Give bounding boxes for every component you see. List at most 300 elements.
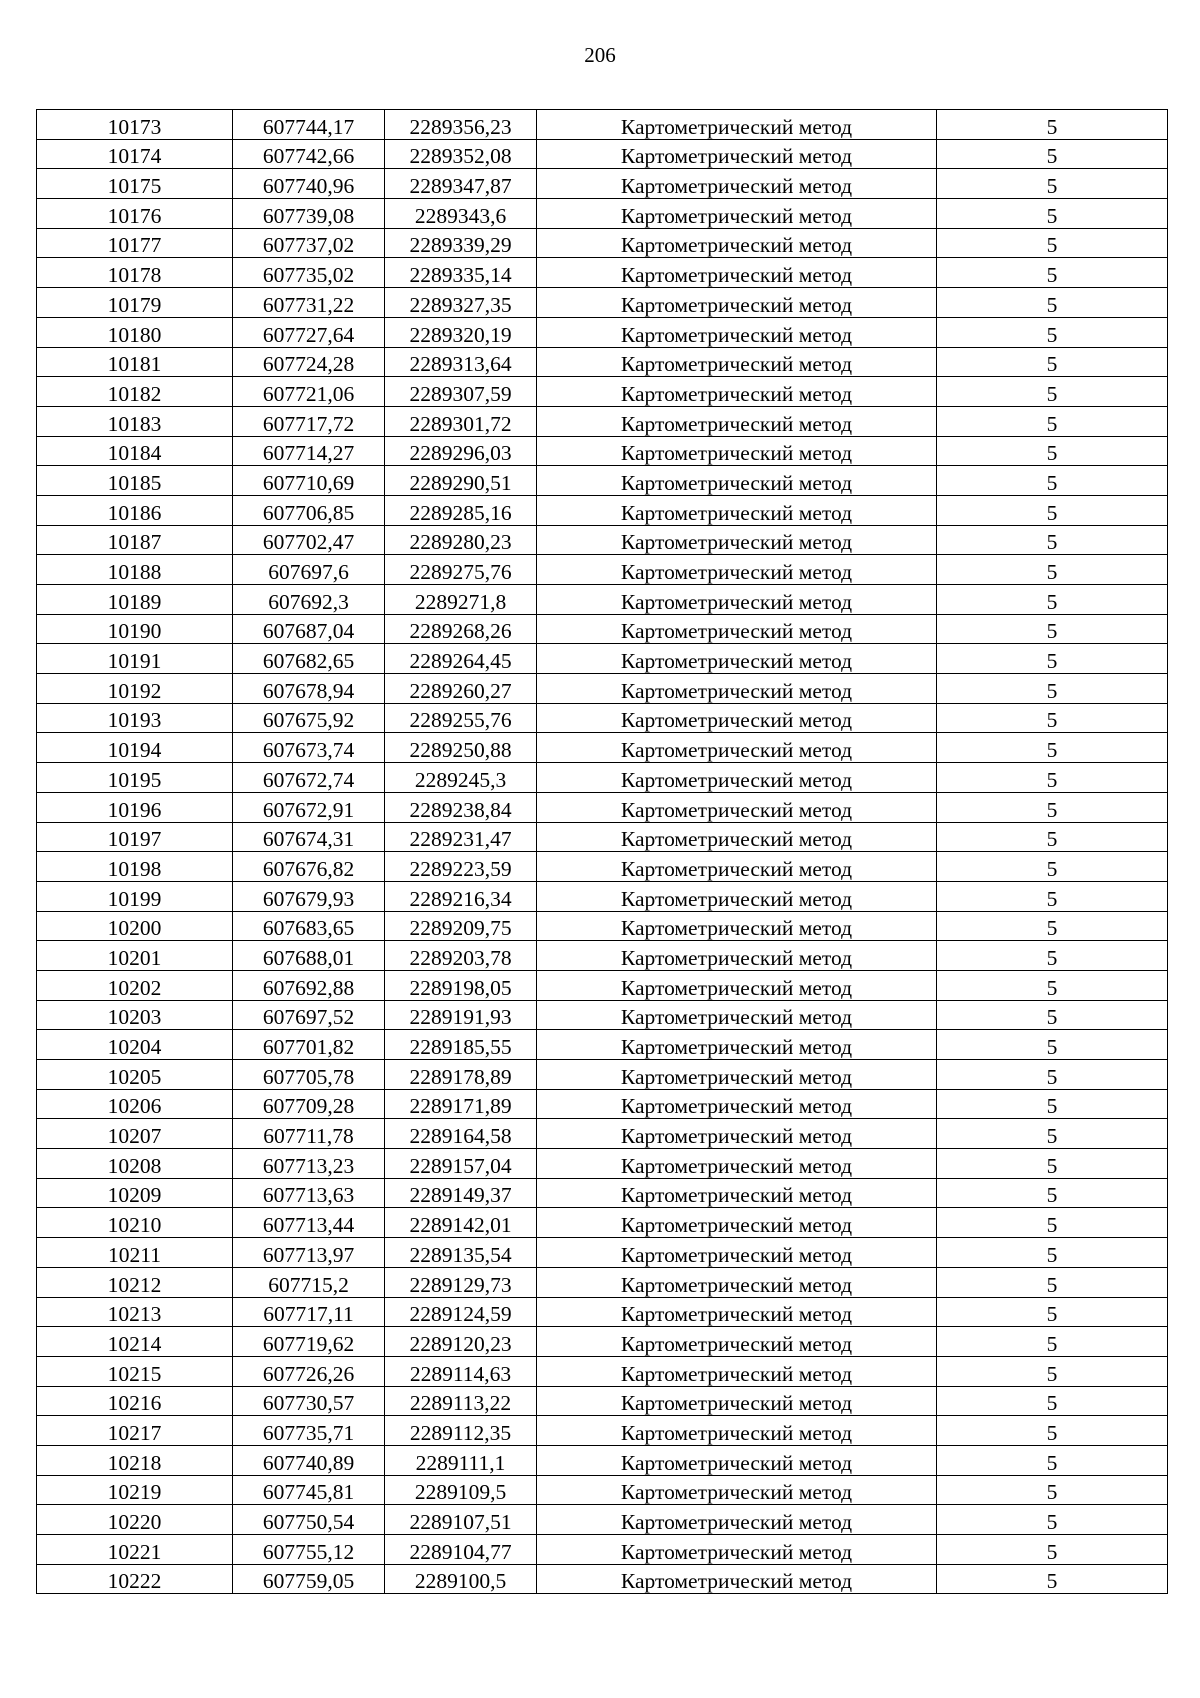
cell-text: 2289198,05: [409, 975, 512, 1000]
method-cell: [537, 1505, 937, 1535]
method-cell: [537, 1416, 937, 1446]
point-number-cell: [37, 703, 233, 733]
cell-text: 2289320,19: [409, 322, 512, 347]
table-row: [37, 1238, 1168, 1268]
method-cell: [537, 347, 937, 377]
cell-text: 2289264,45: [409, 649, 512, 674]
x-coordinate-cell: [233, 970, 385, 1000]
cell-text: Картометрический метод: [620, 738, 853, 763]
accuracy-cell: [937, 258, 1168, 288]
point-number-cell: [37, 1535, 233, 1565]
cell-text: 10187: [107, 530, 162, 555]
cell-text: 607706,85: [262, 500, 355, 525]
cell-text: Картометрический метод: [620, 767, 853, 792]
y-coordinate-cell: [385, 406, 537, 436]
accuracy-cell: [937, 1000, 1168, 1030]
point-number-cell: [37, 1416, 233, 1446]
table-row: [37, 1327, 1168, 1357]
method-cell: [537, 614, 937, 644]
cell-text: 607688,01: [262, 945, 355, 970]
point-number-cell: [37, 1267, 233, 1297]
y-coordinate-cell: [385, 1149, 537, 1179]
cell-text: 2289356,23: [409, 114, 512, 139]
method-cell: [537, 555, 937, 585]
y-coordinate-cell: [385, 495, 537, 525]
cell-text: 607742,66: [262, 144, 355, 169]
table-row: [37, 970, 1168, 1000]
table-row: [37, 792, 1168, 822]
cell-text: 607735,02: [262, 263, 355, 288]
method-cell: [537, 1445, 937, 1475]
cell-text: 2289260,27: [409, 678, 512, 703]
cell-text: 5: [1046, 649, 1058, 674]
accuracy-cell: [937, 525, 1168, 555]
method-cell: [537, 703, 937, 733]
cell-text: 2289268,26: [409, 619, 512, 644]
cell-text: 10188: [107, 560, 162, 584]
y-coordinate-cell: [385, 317, 537, 347]
method-cell: [537, 970, 937, 1000]
table-row: [37, 1178, 1168, 1208]
cell-text: 2289335,14: [409, 263, 512, 288]
x-coordinate-cell: [233, 495, 385, 525]
table-row: [37, 1030, 1168, 1060]
table-row: [37, 822, 1168, 852]
cell-text: Картометрический метод: [620, 560, 853, 584]
cell-text: Картометрический метод: [620, 678, 853, 703]
x-coordinate-cell: [233, 199, 385, 229]
cell-text: Картометрический метод: [620, 1420, 853, 1445]
x-coordinate-cell: [233, 1030, 385, 1060]
y-coordinate-cell: [385, 466, 537, 496]
cell-text: 10177: [107, 233, 162, 258]
method-cell: [537, 1475, 937, 1505]
accuracy-cell: [937, 347, 1168, 377]
cell-text: Картометрический метод: [620, 649, 853, 674]
x-coordinate-cell: [233, 525, 385, 555]
cell-text: 2289250,88: [409, 738, 512, 763]
cell-text: Картометрический метод: [620, 530, 853, 555]
cell-text: 607731,22: [262, 292, 355, 317]
table-row: [37, 495, 1168, 525]
point-number-cell: [37, 1119, 233, 1149]
y-coordinate-cell: [385, 1267, 537, 1297]
x-coordinate-cell: [233, 644, 385, 674]
method-cell: [537, 317, 937, 347]
cell-text: 2289135,54: [409, 1242, 512, 1267]
cell-text: 5: [1046, 1302, 1058, 1327]
y-coordinate-cell: [385, 199, 537, 229]
method-cell: [537, 1030, 937, 1060]
accuracy-cell: [937, 644, 1168, 674]
cell-text: 10208: [107, 1153, 162, 1178]
method-cell: [537, 495, 937, 525]
table-row: [37, 1149, 1168, 1179]
cell-text: Картометрический метод: [620, 1153, 853, 1178]
method-cell: [537, 1386, 937, 1416]
cell-text: 2289109,5: [414, 1480, 507, 1505]
y-coordinate-cell: [385, 1000, 537, 1030]
y-coordinate-cell: [385, 347, 537, 377]
cell-text: 5: [1046, 500, 1058, 525]
cell-text: Картометрический метод: [620, 1064, 853, 1089]
method-cell: [537, 377, 937, 407]
accuracy-cell: [937, 110, 1168, 140]
cell-text: Картометрический метод: [620, 1510, 853, 1534]
cell-text: 5: [1046, 827, 1058, 852]
cell-text: 607727,64: [262, 322, 355, 347]
point-number-cell: [37, 733, 233, 763]
cell-text: Картометрический метод: [620, 1302, 853, 1327]
y-coordinate-cell: [385, 1416, 537, 1446]
cell-text: Картометрический метод: [620, 1480, 853, 1505]
accuracy-cell: [937, 1208, 1168, 1238]
cell-text: 2289113,22: [409, 1391, 512, 1416]
accuracy-cell: [937, 881, 1168, 911]
cell-text: Картометрический метод: [620, 114, 853, 139]
y-coordinate-cell: [385, 1356, 537, 1386]
cell-text: 2289352,08: [409, 144, 512, 169]
cell-text: 10200: [107, 916, 162, 941]
cell-text: 5: [1046, 1242, 1058, 1267]
cell-text: 10213: [107, 1302, 162, 1327]
cell-text: 607672,74: [262, 767, 355, 792]
method-cell: [537, 1356, 937, 1386]
cell-text: Картометрический метод: [620, 1242, 853, 1267]
table-row: [37, 1564, 1168, 1594]
cell-text: 10199: [107, 886, 162, 911]
cell-text: 2289313,64: [409, 352, 512, 377]
cell-text: 10174: [107, 144, 162, 169]
point-number-cell: [37, 436, 233, 466]
x-coordinate-cell: [233, 1060, 385, 1090]
cell-text: 10207: [107, 1124, 162, 1149]
cell-text: 5: [1046, 1331, 1058, 1356]
cell-text: 607715,2: [268, 1272, 349, 1297]
cell-text: 2289124,59: [409, 1302, 512, 1327]
table-row: [37, 733, 1168, 763]
cell-text: 10198: [107, 856, 162, 881]
table-row: [37, 258, 1168, 288]
method-cell: [537, 1327, 937, 1357]
y-coordinate-cell: [385, 169, 537, 199]
accuracy-cell: [937, 228, 1168, 258]
y-coordinate-cell: [385, 1386, 537, 1416]
cell-text: 607724,28: [262, 352, 355, 377]
x-coordinate-cell: [233, 1416, 385, 1446]
table-row: [37, 703, 1168, 733]
point-number-cell: [37, 763, 233, 793]
cell-text: 5: [1046, 441, 1058, 466]
x-coordinate-cell: [233, 941, 385, 971]
x-coordinate-cell: [233, 1386, 385, 1416]
x-coordinate-cell: [233, 317, 385, 347]
accuracy-cell: [937, 941, 1168, 971]
cell-text: Картометрический метод: [620, 203, 853, 228]
method-cell: [537, 1060, 937, 1090]
y-coordinate-cell: [385, 1238, 537, 1268]
accuracy-cell: [937, 1327, 1168, 1357]
point-number-cell: [37, 585, 233, 615]
x-coordinate-cell: [233, 1178, 385, 1208]
cell-text: 2289275,76: [409, 560, 512, 584]
accuracy-cell: [937, 970, 1168, 1000]
cell-text: 5: [1046, 352, 1058, 377]
method-cell: [537, 110, 937, 140]
table-row: [37, 1000, 1168, 1030]
point-number-cell: [37, 644, 233, 674]
cell-text: 2289104,77: [409, 1539, 512, 1564]
accuracy-cell: [937, 763, 1168, 793]
point-number-cell: [37, 881, 233, 911]
accuracy-cell: [937, 1178, 1168, 1208]
cell-text: Картометрический метод: [620, 1035, 853, 1059]
x-coordinate-cell: [233, 792, 385, 822]
cell-text: 10178: [107, 263, 162, 288]
point-number-cell: [37, 941, 233, 971]
cell-text: Картометрический метод: [620, 292, 853, 317]
method-cell: [537, 792, 937, 822]
cell-text: 5: [1046, 1450, 1058, 1475]
method-cell: [537, 1267, 937, 1297]
cell-text: 607675,92: [262, 708, 355, 733]
cell-text: 10214: [107, 1331, 162, 1356]
y-coordinate-cell: [385, 110, 537, 140]
cell-text: Картометрический метод: [620, 856, 853, 881]
cell-text: 5: [1046, 945, 1058, 970]
x-coordinate-cell: [233, 674, 385, 704]
cell-text: 607713,63: [262, 1183, 355, 1208]
cell-text: 10218: [107, 1450, 162, 1475]
coordinates-table-body: [37, 110, 1168, 1594]
cell-text: 607739,08: [262, 203, 355, 228]
y-coordinate-cell: [385, 436, 537, 466]
x-coordinate-cell: [233, 406, 385, 436]
x-coordinate-cell: [233, 466, 385, 496]
x-coordinate-cell: [233, 1475, 385, 1505]
cell-text: Картометрический метод: [620, 708, 853, 733]
method-cell: [537, 674, 937, 704]
accuracy-cell: [937, 1356, 1168, 1386]
cell-text: 10179: [107, 292, 162, 317]
cell-text: 2289285,16: [409, 500, 512, 525]
cell-text: 10176: [107, 203, 162, 228]
x-coordinate-cell: [233, 1267, 385, 1297]
cell-text: 607676,82: [262, 856, 355, 881]
cell-text: 5: [1046, 1094, 1058, 1119]
point-number-cell: [37, 1445, 233, 1475]
method-cell: [537, 169, 937, 199]
cell-text: Картометрический метод: [620, 1124, 853, 1149]
accuracy-cell: [937, 1060, 1168, 1090]
cell-text: 607674,31: [262, 827, 355, 852]
method-cell: [537, 288, 937, 318]
x-coordinate-cell: [233, 1208, 385, 1238]
cell-text: 2289164,58: [409, 1124, 512, 1149]
cell-text: 10190: [107, 619, 162, 644]
cell-text: Картометрический метод: [620, 886, 853, 911]
y-coordinate-cell: [385, 1327, 537, 1357]
cell-text: 5: [1046, 589, 1058, 614]
cell-text: 607713,44: [262, 1213, 355, 1238]
cell-text: 5: [1046, 1272, 1058, 1297]
point-number-cell: [37, 110, 233, 140]
cell-text: 2289142,01: [409, 1213, 512, 1238]
table-row: [37, 406, 1168, 436]
table-row: [37, 911, 1168, 941]
point-number-cell: [37, 495, 233, 525]
method-cell: [537, 1535, 937, 1565]
cell-text: 607701,82: [262, 1035, 355, 1059]
x-coordinate-cell: [233, 377, 385, 407]
table-row: [37, 1208, 1168, 1238]
point-number-cell: [37, 1208, 233, 1238]
cell-text: 10209: [107, 1183, 162, 1208]
point-number-cell: [37, 1030, 233, 1060]
cell-text: 2289107,51: [409, 1510, 512, 1534]
x-coordinate-cell: [233, 110, 385, 140]
table-row: [37, 585, 1168, 615]
x-coordinate-cell: [233, 585, 385, 615]
cell-text: Картометрический метод: [620, 470, 853, 495]
cell-text: 2289301,72: [409, 411, 512, 436]
y-coordinate-cell: [385, 555, 537, 585]
x-coordinate-cell: [233, 1505, 385, 1535]
cell-text: 607682,65: [262, 649, 355, 674]
y-coordinate-cell: [385, 1475, 537, 1505]
cell-text: 5: [1046, 886, 1058, 911]
point-number-cell: [37, 258, 233, 288]
table-row: [37, 1060, 1168, 1090]
x-coordinate-cell: [233, 852, 385, 882]
method-cell: [537, 1178, 937, 1208]
table-row: [37, 1505, 1168, 1535]
point-number-cell: [37, 1564, 233, 1594]
x-coordinate-cell: [233, 1119, 385, 1149]
point-number-cell: [37, 1000, 233, 1030]
point-number-cell: [37, 1089, 233, 1119]
cell-text: 2289129,73: [409, 1272, 512, 1297]
cell-text: 5: [1046, 233, 1058, 258]
point-number-cell: [37, 406, 233, 436]
x-coordinate-cell: [233, 436, 385, 466]
table-row: [37, 525, 1168, 555]
cell-text: 10173: [107, 114, 162, 139]
cell-text: 2289114,63: [409, 1361, 512, 1386]
table-row: [37, 199, 1168, 229]
cell-text: 2289191,93: [409, 1005, 512, 1030]
table-row: [37, 288, 1168, 318]
point-number-cell: [37, 674, 233, 704]
cell-text: 607679,93: [262, 886, 355, 911]
accuracy-cell: [937, 169, 1168, 199]
cell-text: Картометрический метод: [620, 381, 853, 406]
table-row: [37, 1535, 1168, 1565]
cell-text: 607726,26: [262, 1361, 355, 1386]
point-number-cell: [37, 228, 233, 258]
cell-text: 10182: [107, 381, 162, 406]
point-number-cell: [37, 792, 233, 822]
method-cell: [537, 941, 937, 971]
y-coordinate-cell: [385, 377, 537, 407]
cell-text: 607697,52: [262, 1005, 355, 1030]
cell-text: 10201: [107, 945, 162, 970]
accuracy-cell: [937, 139, 1168, 169]
cell-text: 10189: [107, 589, 162, 614]
accuracy-cell: [937, 614, 1168, 644]
cell-text: 2289255,76: [409, 708, 512, 733]
cell-text: 607705,78: [262, 1064, 355, 1089]
cell-text: 2289296,03: [409, 441, 512, 466]
cell-text: 607692,88: [262, 975, 355, 1000]
cell-text: Картометрический метод: [620, 500, 853, 525]
point-number-cell: [37, 466, 233, 496]
accuracy-cell: [937, 288, 1168, 318]
cell-text: Картометрический метод: [620, 916, 853, 941]
cell-text: 2289245,3: [414, 767, 507, 792]
cell-text: 5: [1046, 1035, 1058, 1059]
point-number-cell: [37, 1356, 233, 1386]
cell-text: 10210: [107, 1213, 162, 1238]
accuracy-cell: [937, 911, 1168, 941]
table-row: [37, 1267, 1168, 1297]
cell-text: 2289271,8: [414, 589, 507, 614]
point-number-cell: [37, 288, 233, 318]
y-coordinate-cell: [385, 1297, 537, 1327]
table-row: [37, 1445, 1168, 1475]
cell-text: 5: [1046, 381, 1058, 406]
accuracy-cell: [937, 1475, 1168, 1505]
point-number-cell: [37, 377, 233, 407]
table-row: [37, 674, 1168, 704]
cell-text: 10216: [107, 1391, 162, 1416]
accuracy-cell: [937, 1386, 1168, 1416]
x-coordinate-cell: [233, 703, 385, 733]
method-cell: [537, 1000, 937, 1030]
cell-text: 2289343,6: [414, 203, 507, 228]
cell-text: 607714,27: [262, 441, 355, 466]
x-coordinate-cell: [233, 555, 385, 585]
cell-text: 10184: [107, 441, 162, 466]
accuracy-cell: [937, 1238, 1168, 1268]
cell-text: 5: [1046, 1124, 1058, 1149]
cell-text: 2289185,55: [409, 1035, 512, 1059]
method-cell: [537, 1149, 937, 1179]
cell-text: 10197: [107, 827, 162, 852]
cell-text: 5: [1046, 292, 1058, 317]
cell-text: 5: [1046, 1213, 1058, 1238]
y-coordinate-cell: [385, 852, 537, 882]
cell-text: 5: [1046, 1005, 1058, 1030]
y-coordinate-cell: [385, 733, 537, 763]
cell-text: 607717,11: [263, 1302, 354, 1327]
cell-text: 10193: [107, 708, 162, 733]
cell-text: 5: [1046, 1539, 1058, 1564]
accuracy-cell: [937, 1505, 1168, 1535]
cell-text: 5: [1046, 322, 1058, 347]
cell-text: 10219: [107, 1480, 162, 1505]
cell-text: Картометрический метод: [620, 441, 853, 466]
accuracy-cell: [937, 1149, 1168, 1179]
x-coordinate-cell: [233, 1356, 385, 1386]
y-coordinate-cell: [385, 288, 537, 318]
accuracy-cell: [937, 792, 1168, 822]
cell-text: 607750,54: [262, 1510, 355, 1534]
cell-text: 5: [1046, 530, 1058, 555]
cell-text: 10220: [107, 1510, 162, 1534]
table-row: [37, 941, 1168, 971]
cell-text: 5: [1046, 1391, 1058, 1416]
